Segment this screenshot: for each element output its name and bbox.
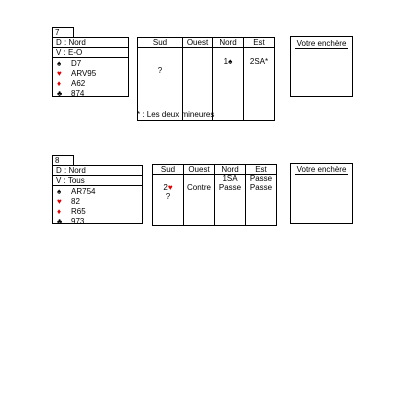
deal-number — [52, 155, 74, 165]
footnote: * : Les deux mineures — [137, 110, 215, 119]
bid-ouest-text: Contre — [186, 183, 211, 192]
header-ouest: Ouest — [183, 38, 213, 48]
deal-info-box — [52, 165, 143, 224]
header-ouest: Ouest — [184, 165, 215, 175]
diamond-cards: R65 — [71, 207, 86, 216]
bid-est — [246, 175, 277, 226]
bid-est-line1: Passe — [249, 174, 273, 183]
heart-icon: ♥ — [57, 197, 62, 206]
bid-nord — [215, 175, 246, 226]
hand-row-hearts — [53, 197, 142, 207]
bid-sud — [153, 175, 184, 226]
diamond-icon: ♦ — [57, 79, 62, 88]
bid-nord-line1: 1SA — [222, 174, 238, 183]
hand-row-hearts — [53, 69, 128, 79]
bidding-header-row — [153, 165, 277, 175]
header-sud: Sud — [153, 165, 184, 175]
bid-sud-line1 — [153, 183, 183, 192]
vulnerability-line: V : E-O — [53, 48, 128, 58]
bid-nord — [213, 48, 244, 121]
diamond-icon: ♦ — [57, 207, 62, 216]
hand-row-clubs — [53, 217, 142, 227]
club-cards: 973 — [71, 217, 85, 226]
header-est: Est — [244, 38, 275, 48]
answer-title: Votre enchère — [296, 39, 347, 48]
heart-cards: ARV95 — [71, 69, 97, 78]
bid-sud-level: 2 — [163, 183, 168, 192]
header-est: Est — [246, 165, 277, 175]
diamond-cards: A62 — [71, 79, 86, 88]
vulnerability-line: V : Tous — [53, 176, 142, 186]
hand-row-diamonds — [53, 79, 128, 89]
deal-number — [52, 27, 74, 37]
dealer-line: D : Nord — [53, 38, 128, 48]
club-icon: ♣ — [57, 217, 63, 226]
hand-row-spades — [53, 187, 142, 197]
spade-icon: ♠ — [57, 187, 62, 196]
deal-info-box — [52, 37, 129, 97]
bidding-header-row — [138, 38, 275, 48]
deal-number-text: 7 — [55, 28, 60, 37]
bidding-row — [153, 175, 277, 226]
bid-sud-text: ? — [157, 66, 163, 75]
deal-number-text: 8 — [55, 156, 60, 165]
bidding-table — [137, 37, 275, 121]
bid-nord-text: 1♠ — [223, 57, 233, 66]
spade-cards: D7 — [71, 59, 82, 68]
heart-icon: ♥ — [167, 183, 173, 192]
bid-ouest — [184, 175, 215, 226]
bid-est-text: 2SA* — [249, 57, 269, 66]
answer-box[interactable] — [290, 36, 353, 97]
answer-box[interactable] — [290, 163, 353, 224]
bid-sud-line2: ? — [165, 192, 171, 201]
hand-row-spades — [53, 59, 128, 69]
club-icon: ♣ — [57, 89, 63, 98]
bid-est-line2: Passe — [249, 183, 273, 192]
bidding-table — [152, 164, 277, 226]
answer-title: Votre enchère — [296, 165, 347, 174]
hand-row-diamonds — [53, 207, 142, 217]
heart-icon: ♥ — [57, 69, 62, 78]
header-nord: Nord — [215, 165, 246, 175]
club-cards: 874 — [71, 89, 85, 98]
heart-cards: 82 — [71, 197, 80, 206]
spade-icon: ♠ — [57, 59, 62, 68]
header-nord: Nord — [213, 38, 244, 48]
header-sud: Sud — [138, 38, 183, 48]
spade-cards: AR754 — [71, 187, 96, 196]
dealer-line: D : Nord — [53, 166, 142, 176]
bid-est — [244, 48, 275, 121]
bid-nord-line2: Passe — [218, 183, 242, 192]
hand-row-clubs — [53, 89, 128, 99]
